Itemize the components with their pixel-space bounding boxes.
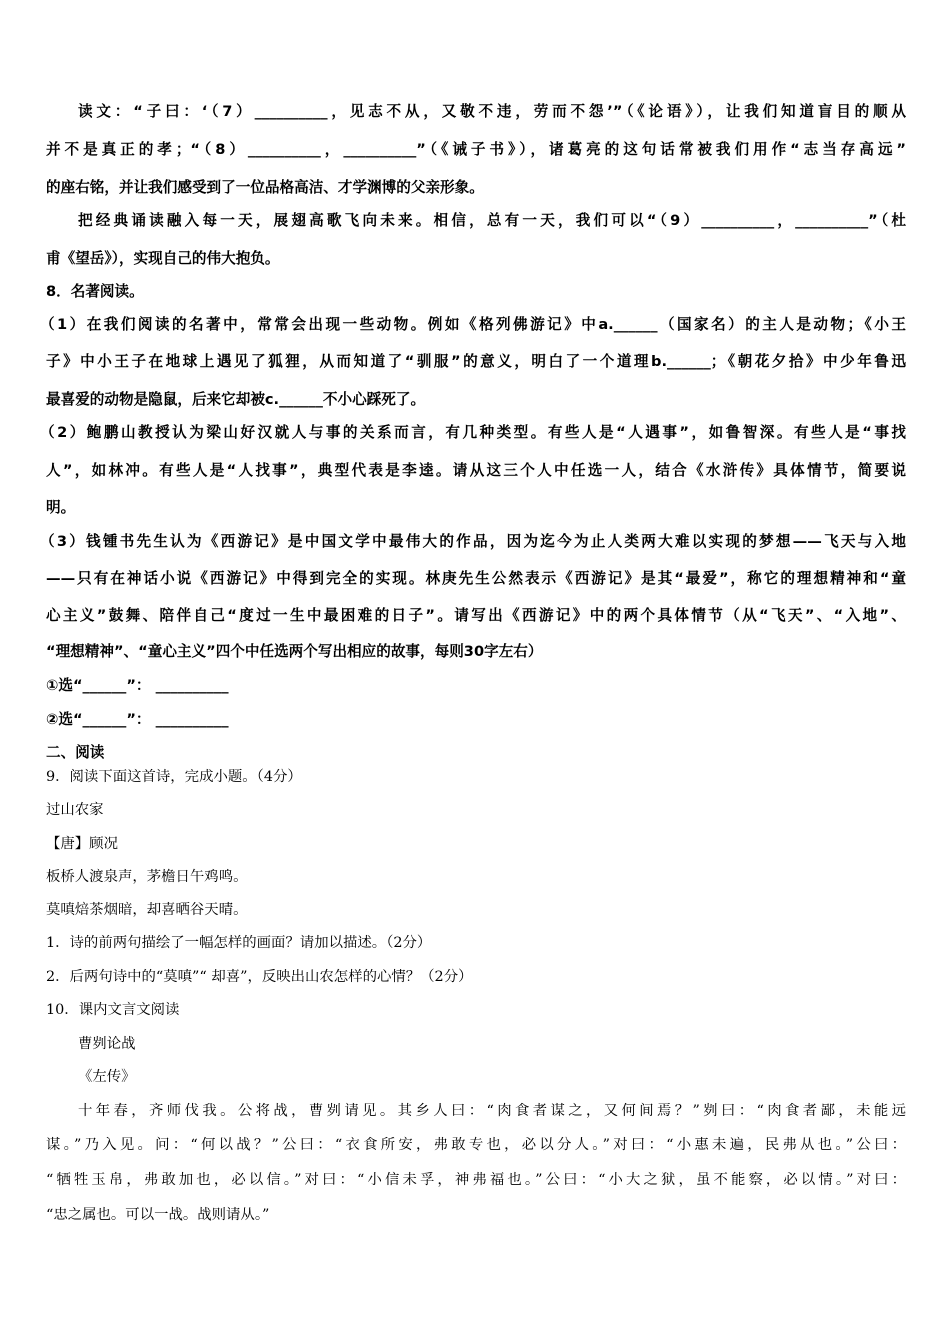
text-line-16: “理想精神”、“童心主义”四个中任选两个写出相应的故事，每则30字左右）	[46, 643, 543, 660]
passage-source: 《左传》	[78, 1069, 136, 1085]
text-line-8: 子》中小王子在地球上遇见了狐狸，从而知道了“驯服”的意义，明白了一个道理b.______；《朝花夕拾》中少年鲁迅	[46, 353, 906, 370]
passage-line-2: 谋。”乃入见。问：“何以战？”公曰：“衣食所安，弗敢专也，必以分人。”对曰：“小惠未遍，民弗从也。”公曰：	[46, 1137, 906, 1153]
text-line-4: 把经典诵读融入每一天，展翅高歌飞向未来。相信，总有一天，我们可以“（9）__________，__________”（杜	[78, 212, 906, 229]
text-line-12: 明。	[46, 499, 76, 516]
text-line-2: 并不是真正的孝；“（8）__________，__________”（《诫子书》），诸葛亮的这句话常被我们用作“志当存高远”	[46, 141, 906, 158]
passage-line-3: “牺牲玉帛，弗敢加也，必以信。”对曰：“小信未孚，神弗福也。”公曰：“小大之狱，虽不能察，必以情。”对曰：	[46, 1172, 906, 1188]
passage-title: 曹刿论战	[78, 1036, 136, 1052]
text-line-5: 甫《望岳》），实现自己的伟大抱负。	[46, 250, 280, 267]
poem-line-2: 莫嗔焙茶烟暗，却喜晒谷天晴。	[46, 902, 248, 918]
question-10-heading: 10．课内文言文阅读	[46, 1002, 180, 1018]
text-line-13: （3）钱锺书先生认为《西游记》是中国文学中最伟大的作品，因为迄今为止人类两大难以实现的梦想——飞天与入地	[40, 533, 906, 550]
text-line-14: ——只有在神话小说《西游记》中得到完全的实现。林庚先生公然表示《西游记》是其“最爱”，称它的理想精神和“童	[46, 570, 906, 587]
answer-line-2: ②选“______”： __________	[46, 711, 229, 728]
text-line-9: 最喜爱的动物是隐鼠，后来它却被c.______不小心踩死了。	[46, 391, 426, 408]
section-2-heading: 二、阅读	[46, 744, 105, 761]
text-line-3: 的座右铭，并让我们感受到了一位品格高洁、才学渊博的父亲形象。	[46, 179, 484, 196]
poem-line-1: 板桥人渡泉声，茅檐日午鸡鸣。	[46, 869, 248, 885]
text-line-7: （1）在我们阅读的名著中，常常会出现一些动物。例如《格列佛游记》中a.______（国家名）的主人是动物；《小王	[40, 316, 906, 333]
question-9-2: 2．后两句诗中的“莫嗔”“ 却喜”，反映出山农怎样的心情？（2分）	[46, 969, 473, 985]
question-9-heading: 9．阅读下面这首诗，完成小题。（4分）	[46, 769, 302, 785]
passage-line-4: “忠之属也。可以一战。战则请从。”	[46, 1207, 270, 1223]
poem-author: 【唐】顾况	[46, 836, 118, 852]
text-line-1: 读文：“子曰：‘（7）__________，见志不从，又敬不违，劳而不怨’”（《论语》），让我们知道盲目的顺从	[78, 103, 906, 120]
passage-line-1: 十年春，齐师伐我。公将战，曹刿请见。其乡人曰：“肉食者谋之，又何间焉？”刿曰：“肉食者鄙，未能远	[78, 1103, 906, 1119]
text-line-15: 心主义”鼓舞、陪伴自己“度过一生中最困难的日子”。请写出《西游记》中的两个具体情节（从“飞天”、“入地”、	[46, 607, 906, 624]
question-9-1: 1．诗的前两句描绘了一幅怎样的画面？请加以描述。（2分）	[46, 935, 432, 951]
poem-title: 过山农家	[46, 802, 104, 818]
text-line-10: （2）鲍鹏山教授认为梁山好汉就人与事的关系而言，有几种类型。有些人是“人遇事”，如鲁智深。有些人是“事找	[40, 424, 906, 441]
text-line-11: 人”，如林冲。有些人是“人找事”，典型代表是李逵。请从这三个人中任选一人，结合《水浒传》具体情节，简要说	[46, 462, 906, 479]
question-8-heading: 8．名著阅读。	[46, 283, 144, 300]
answer-line-1: ①选“______”： __________	[46, 677, 229, 694]
